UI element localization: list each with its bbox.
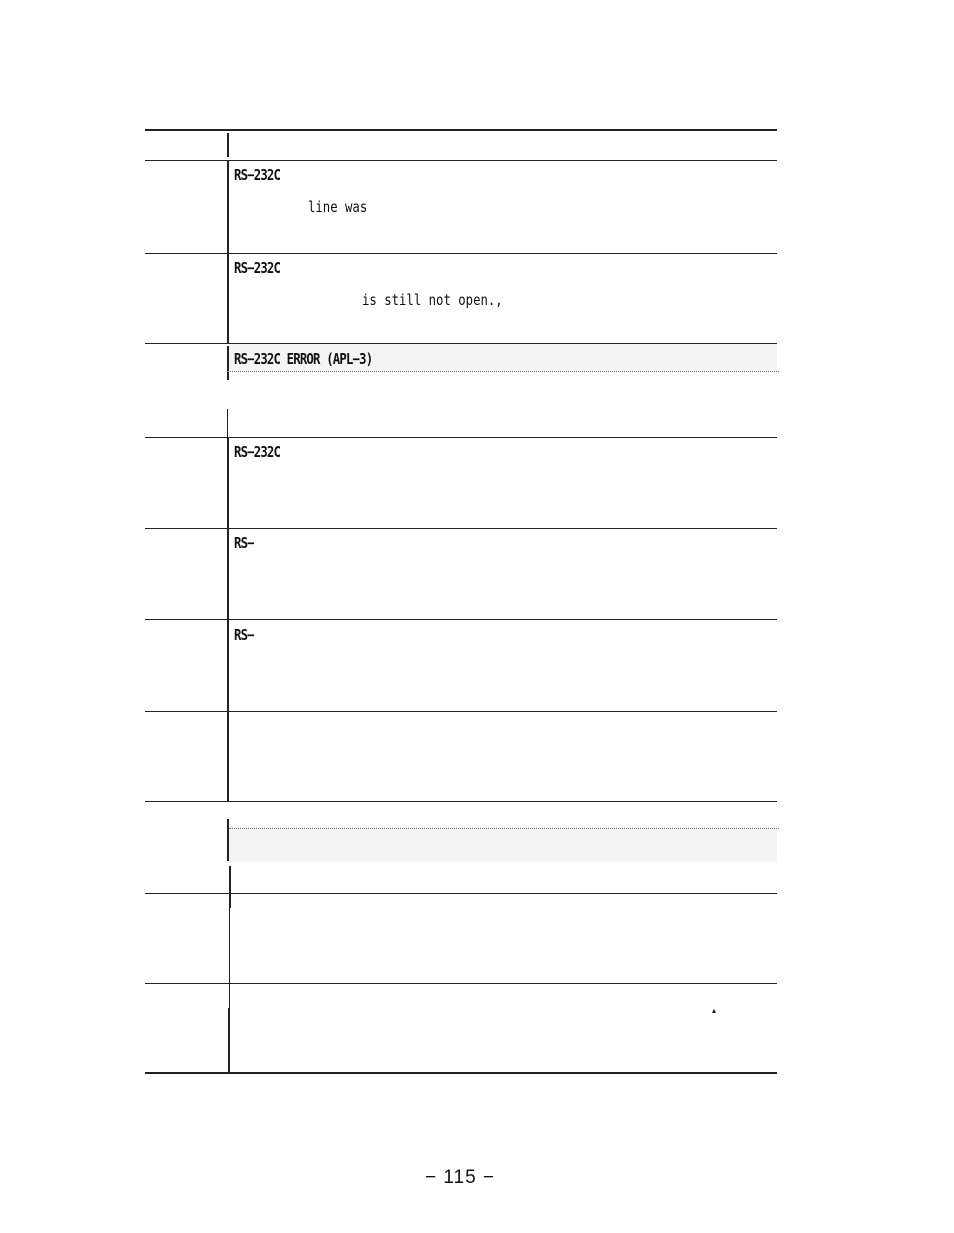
row-1-description: line was xyxy=(308,198,368,216)
row-divider xyxy=(145,528,777,529)
dotted-rule xyxy=(229,828,779,829)
row-divider xyxy=(145,711,777,712)
row-divider xyxy=(145,253,777,254)
band-divider xyxy=(227,346,229,380)
row-divider xyxy=(145,983,777,984)
row-divider xyxy=(145,801,777,802)
header-bottom-rule xyxy=(145,160,777,161)
header-divider xyxy=(227,409,228,437)
error-section-heading: RS−232C ERROR (APL−3) xyxy=(234,350,373,368)
page-number: − 115 − xyxy=(424,1167,496,1188)
row-divider xyxy=(145,893,777,894)
row-4-heading: RS− xyxy=(234,534,254,552)
column-divider-1 xyxy=(227,161,229,343)
row-5-heading: RS− xyxy=(234,626,254,644)
dotted-rule xyxy=(227,371,779,372)
column-divider-2 xyxy=(227,438,229,802)
row-divider xyxy=(145,437,777,438)
header-divider xyxy=(227,133,229,157)
row-1-heading: RS−232C xyxy=(234,166,281,184)
blank-heading-band xyxy=(229,826,777,862)
row-2-description: is still not open., xyxy=(362,291,503,309)
column-divider-5 xyxy=(228,1008,230,1072)
table-bottom-rule xyxy=(145,1072,777,1074)
table-top-rule xyxy=(145,129,777,131)
row-3-heading: RS−232C xyxy=(234,443,281,461)
stray-mark: ▴ xyxy=(712,1006,717,1015)
row-2-heading: RS−232C xyxy=(234,259,281,277)
band-divider xyxy=(227,819,229,861)
row-divider xyxy=(145,619,777,620)
